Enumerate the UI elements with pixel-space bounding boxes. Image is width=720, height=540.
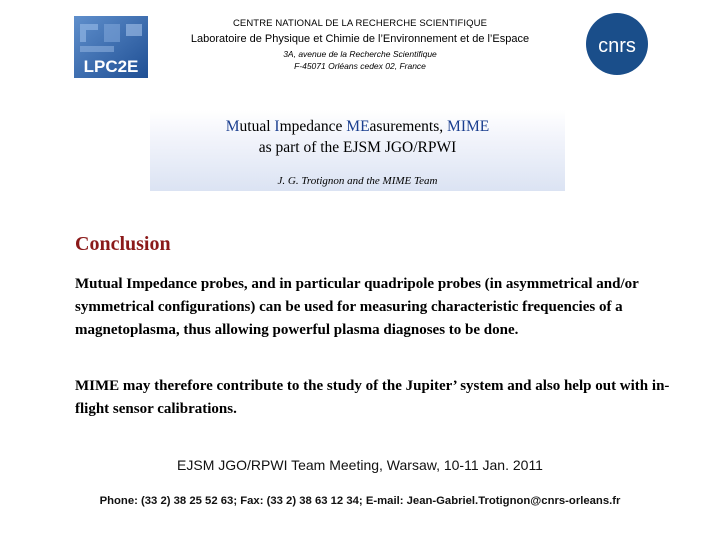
meeting-info: EJSM JGO/RPWI Team Meeting, Warsaw, 10-11 Jan. 2011 xyxy=(177,457,543,473)
title-part: mpedance xyxy=(279,118,347,135)
conclusion-paragraph-1: Mutual Impedance probes, and in particular quadripole probes (in asymmetrical and/or symmetrical configurations) can be used for measuring characteristic frequencies of a magnetoplasma, thus allowing powerful plasma diagnoses to be done. xyxy=(75,276,639,338)
title-box xyxy=(150,110,565,191)
authors: J. G. Trotignon and the MIME Team xyxy=(277,175,438,187)
address-line-1: 3A, avenue de la Recherche Scientifique xyxy=(283,49,437,59)
conclusion-paragraph-2: MIME may therefore contribute to the study of the Jupiter’ system and also help out with in-flight sensor calibrations. xyxy=(75,378,670,417)
title-part: I xyxy=(274,118,280,135)
title-part: M xyxy=(225,118,240,135)
presentation-title xyxy=(150,118,565,136)
laboratory-name: Laboratoire de Physique et Chimie de l’Environnement et de l’Espace xyxy=(190,33,530,45)
organization-name: CENTRE NATIONAL DE LA RECHERCHE SCIENTIFIQUE xyxy=(232,18,488,29)
title-part: asurements, xyxy=(369,118,448,135)
lpc2e-logo-text: LPC2E xyxy=(83,57,139,76)
contact-info: Phone: (33 2) 38 25 52 63; Fax: (33 2) 38 63 12 34; E-mail: Jean-Gabriel.Trotignon@cnrs-orleans.fr xyxy=(99,495,621,507)
title-part: utual xyxy=(239,118,275,135)
presentation-subtitle: as part of the EJSM JGO/RPWI xyxy=(258,139,457,156)
title-part: ME xyxy=(346,118,370,135)
lpc2e-logo xyxy=(74,16,148,78)
title-part: MIME xyxy=(447,118,490,135)
conclusion-heading: Conclusion xyxy=(75,233,171,255)
institution-header xyxy=(160,18,560,72)
cnrs-logo-text: cnrs xyxy=(598,35,636,57)
address-line-2: F-45071 Orléans cedex 02, France xyxy=(294,61,426,71)
cnrs-logo xyxy=(585,12,649,76)
